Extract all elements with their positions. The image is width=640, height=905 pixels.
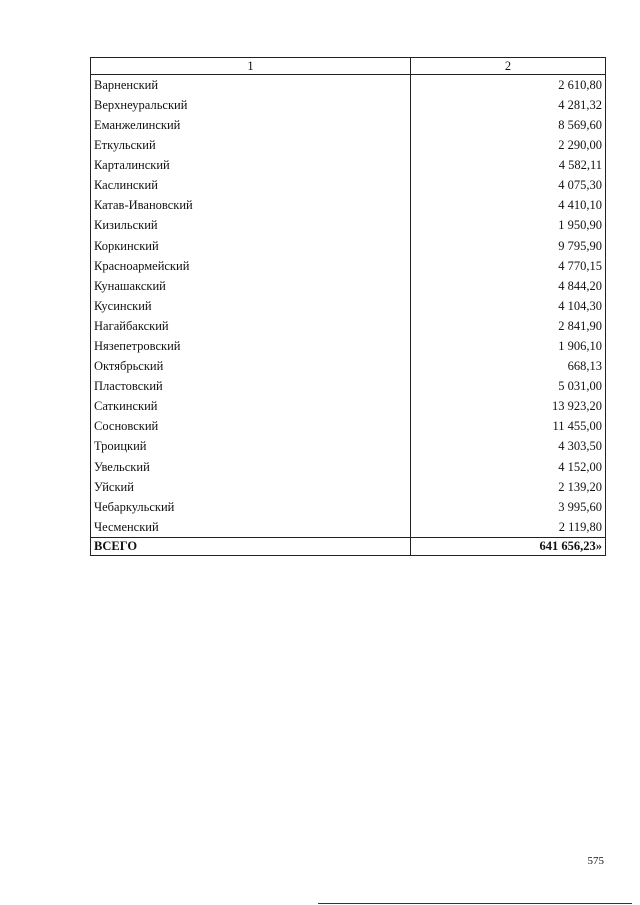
district-value: 668,13 xyxy=(411,356,606,376)
table-body xyxy=(91,75,606,538)
table-row xyxy=(91,336,606,356)
district-name: Сосновский xyxy=(91,417,411,437)
district-name: Увельский xyxy=(91,457,411,477)
district-value: 4 075,30 xyxy=(411,175,606,195)
table-row xyxy=(91,296,606,316)
table-row xyxy=(91,376,606,396)
district-value: 2 139,20 xyxy=(411,477,606,497)
district-name: Нагайбакский xyxy=(91,316,411,336)
total-row xyxy=(91,538,606,556)
district-value: 11 455,00 xyxy=(411,417,606,437)
table-row xyxy=(91,457,606,477)
table-row xyxy=(91,276,606,296)
table-row xyxy=(91,316,606,336)
district-name: Еманжелинский xyxy=(91,115,411,135)
table-row xyxy=(91,75,606,96)
district-name: Кусинский xyxy=(91,296,411,316)
table-row xyxy=(91,477,606,497)
table-row xyxy=(91,437,606,457)
district-name: Варненский xyxy=(91,75,411,96)
district-value: 4 303,50 xyxy=(411,437,606,457)
district-value: 4 844,20 xyxy=(411,276,606,296)
district-name: Кунашакский xyxy=(91,276,411,296)
district-value: 2 290,00 xyxy=(411,135,606,155)
table-row xyxy=(91,95,606,115)
district-name: Уйский xyxy=(91,477,411,497)
district-value: 2 841,90 xyxy=(411,316,606,336)
district-value: 4 582,11 xyxy=(411,155,606,175)
district-value: 4 281,32 xyxy=(411,95,606,115)
district-name: Саткинский xyxy=(91,397,411,417)
column-header-1: 1 xyxy=(91,58,411,75)
district-value: 1 906,10 xyxy=(411,336,606,356)
district-name: Нязепетровский xyxy=(91,336,411,356)
district-name: Троицкий xyxy=(91,437,411,457)
table-row xyxy=(91,397,606,417)
table-row xyxy=(91,497,606,517)
table-row xyxy=(91,175,606,195)
districts-table xyxy=(90,57,606,556)
district-value: 1 950,90 xyxy=(411,216,606,236)
district-value: 9 795,90 xyxy=(411,236,606,256)
table-row xyxy=(91,115,606,135)
table-row xyxy=(91,417,606,437)
district-name: Чебаркульский xyxy=(91,497,411,517)
table-row xyxy=(91,196,606,216)
district-name: Карталинский xyxy=(91,155,411,175)
total-label: ВСЕГО xyxy=(91,538,411,556)
district-name: Октябрьский xyxy=(91,356,411,376)
district-value: 5 031,00 xyxy=(411,376,606,396)
table-row xyxy=(91,517,606,538)
district-name: Коркинский xyxy=(91,236,411,256)
district-name: Пластовский xyxy=(91,376,411,396)
district-name: Чесменский xyxy=(91,517,411,538)
table-row xyxy=(91,155,606,175)
district-value: 3 995,60 xyxy=(411,497,606,517)
district-value: 2 119,80 xyxy=(411,517,606,538)
total-value: 641 656,23» xyxy=(411,538,606,556)
table-header-row xyxy=(91,58,606,75)
district-name: Каслинский xyxy=(91,175,411,195)
district-name: Еткульский xyxy=(91,135,411,155)
page-number: 575 xyxy=(587,855,604,867)
table-row xyxy=(91,236,606,256)
table-row xyxy=(91,135,606,155)
district-name: Кизильский xyxy=(91,216,411,236)
table-row xyxy=(91,256,606,276)
district-value: 4 410,10 xyxy=(411,196,606,216)
district-value: 4 104,30 xyxy=(411,296,606,316)
district-value: 13 923,20 xyxy=(411,397,606,417)
district-name: Катав-Ивановский xyxy=(91,196,411,216)
column-header-2: 2 xyxy=(411,58,606,75)
district-value: 2 610,80 xyxy=(411,75,606,96)
district-name: Красноармейский xyxy=(91,256,411,276)
district-value: 4 152,00 xyxy=(411,457,606,477)
table-row xyxy=(91,216,606,236)
district-value: 8 569,60 xyxy=(411,115,606,135)
footer-rule xyxy=(318,903,632,904)
district-name: Верхнеуральский xyxy=(91,95,411,115)
table-row xyxy=(91,356,606,376)
district-value: 4 770,15 xyxy=(411,256,606,276)
